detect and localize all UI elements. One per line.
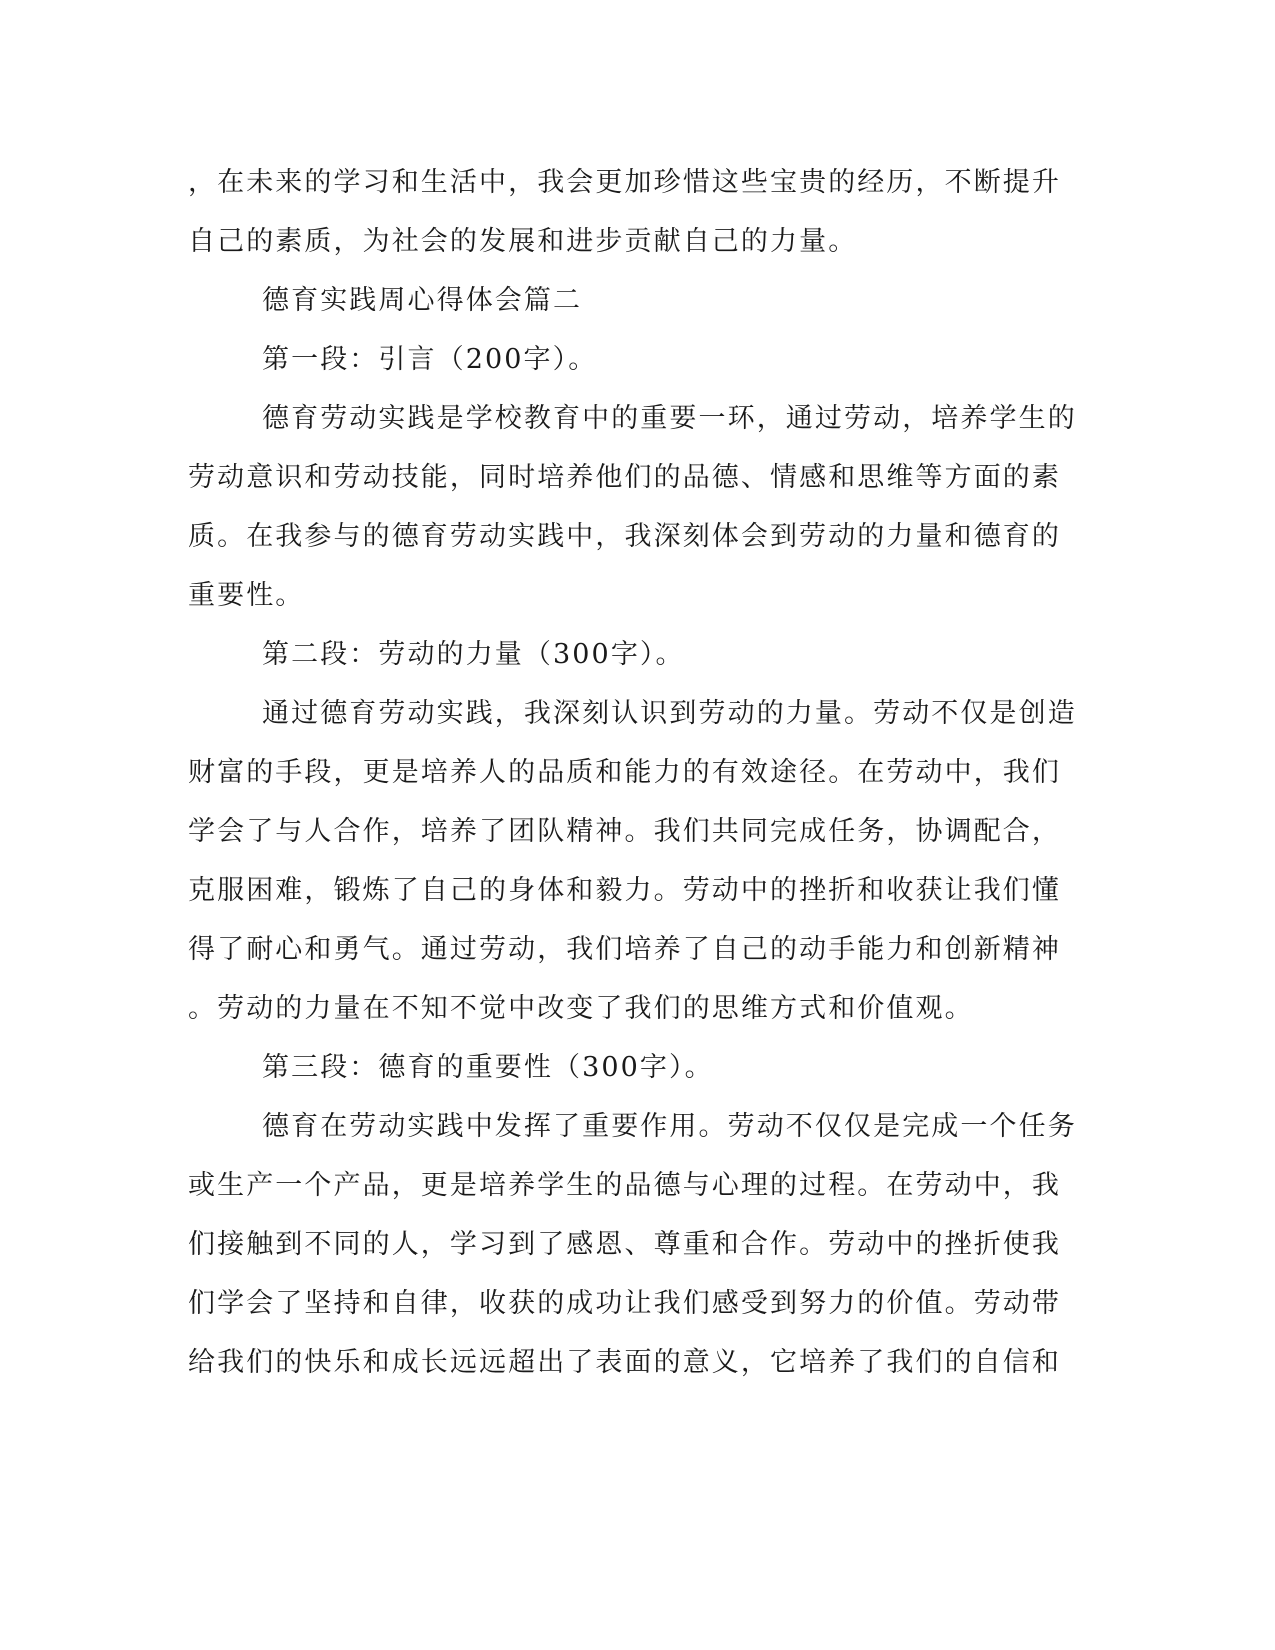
- text-line: 自己的素质，为社会的发展和进步贡献自己的力量。: [188, 226, 858, 257]
- text-line: 得了耐心和勇气。通过劳动，我们培养了自己的动手能力和创新精神: [188, 934, 1061, 965]
- text-line: 给我们的快乐和成长远远超出了表面的意义，它培养了我们的自信和: [188, 1347, 1061, 1378]
- paragraph-heading: 第二段：劳动的力量（300字）。: [262, 639, 685, 670]
- text-line: 们接触到不同的人，学习到了感恩、尊重和合作。劳动中的挫折使我: [188, 1229, 1061, 1260]
- text-line: 或生产一个产品，更是培养学生的品德与心理的过程。在劳动中，我: [188, 1170, 1061, 1201]
- text-line: 。劳动的力量在不知不觉中改变了我们的思维方式和价值观。: [188, 993, 974, 1024]
- text-line: 劳动意识和劳动技能，同时培养他们的品德、情感和思维等方面的素: [188, 462, 1061, 493]
- text-line: 克服困难，锻炼了自己的身体和毅力。劳动中的挫折和收获让我们懂: [188, 875, 1061, 906]
- paragraph-heading: 第三段：德育的重要性（300字）。: [262, 1052, 714, 1083]
- text-line: 财富的手段，更是培养人的品质和能力的有效途径。在劳动中，我们: [188, 757, 1061, 788]
- text-line: 质。在我参与的德育劳动实践中，我深刻体会到劳动的力量和德育的: [188, 521, 1061, 552]
- text-line: 学会了与人合作，培养了团队精神。我们共同完成任务，协调配合，: [188, 816, 1061, 847]
- text-line: 们学会了坚持和自律，收获的成功让我们感受到努力的价值。劳动带: [188, 1288, 1061, 1319]
- text-line: 德育在劳动实践中发挥了重要作用。劳动不仅仅是完成一个任务: [262, 1111, 1077, 1142]
- text-line: 德育劳动实践是学校教育中的重要一环，通过劳动，培养学生的: [262, 403, 1077, 434]
- text-line: ，在未来的学习和生活中，我会更加珍惜这些宝贵的经历，不断提升: [188, 167, 1061, 198]
- section-title: 德育实践周心得体会篇二: [262, 285, 583, 316]
- text-line: 重要性。: [188, 580, 305, 611]
- paragraph-heading: 第一段：引言（200字）。: [262, 344, 598, 375]
- text-line: 通过德育劳动实践，我深刻认识到劳动的力量。劳动不仅是创造: [262, 698, 1077, 729]
